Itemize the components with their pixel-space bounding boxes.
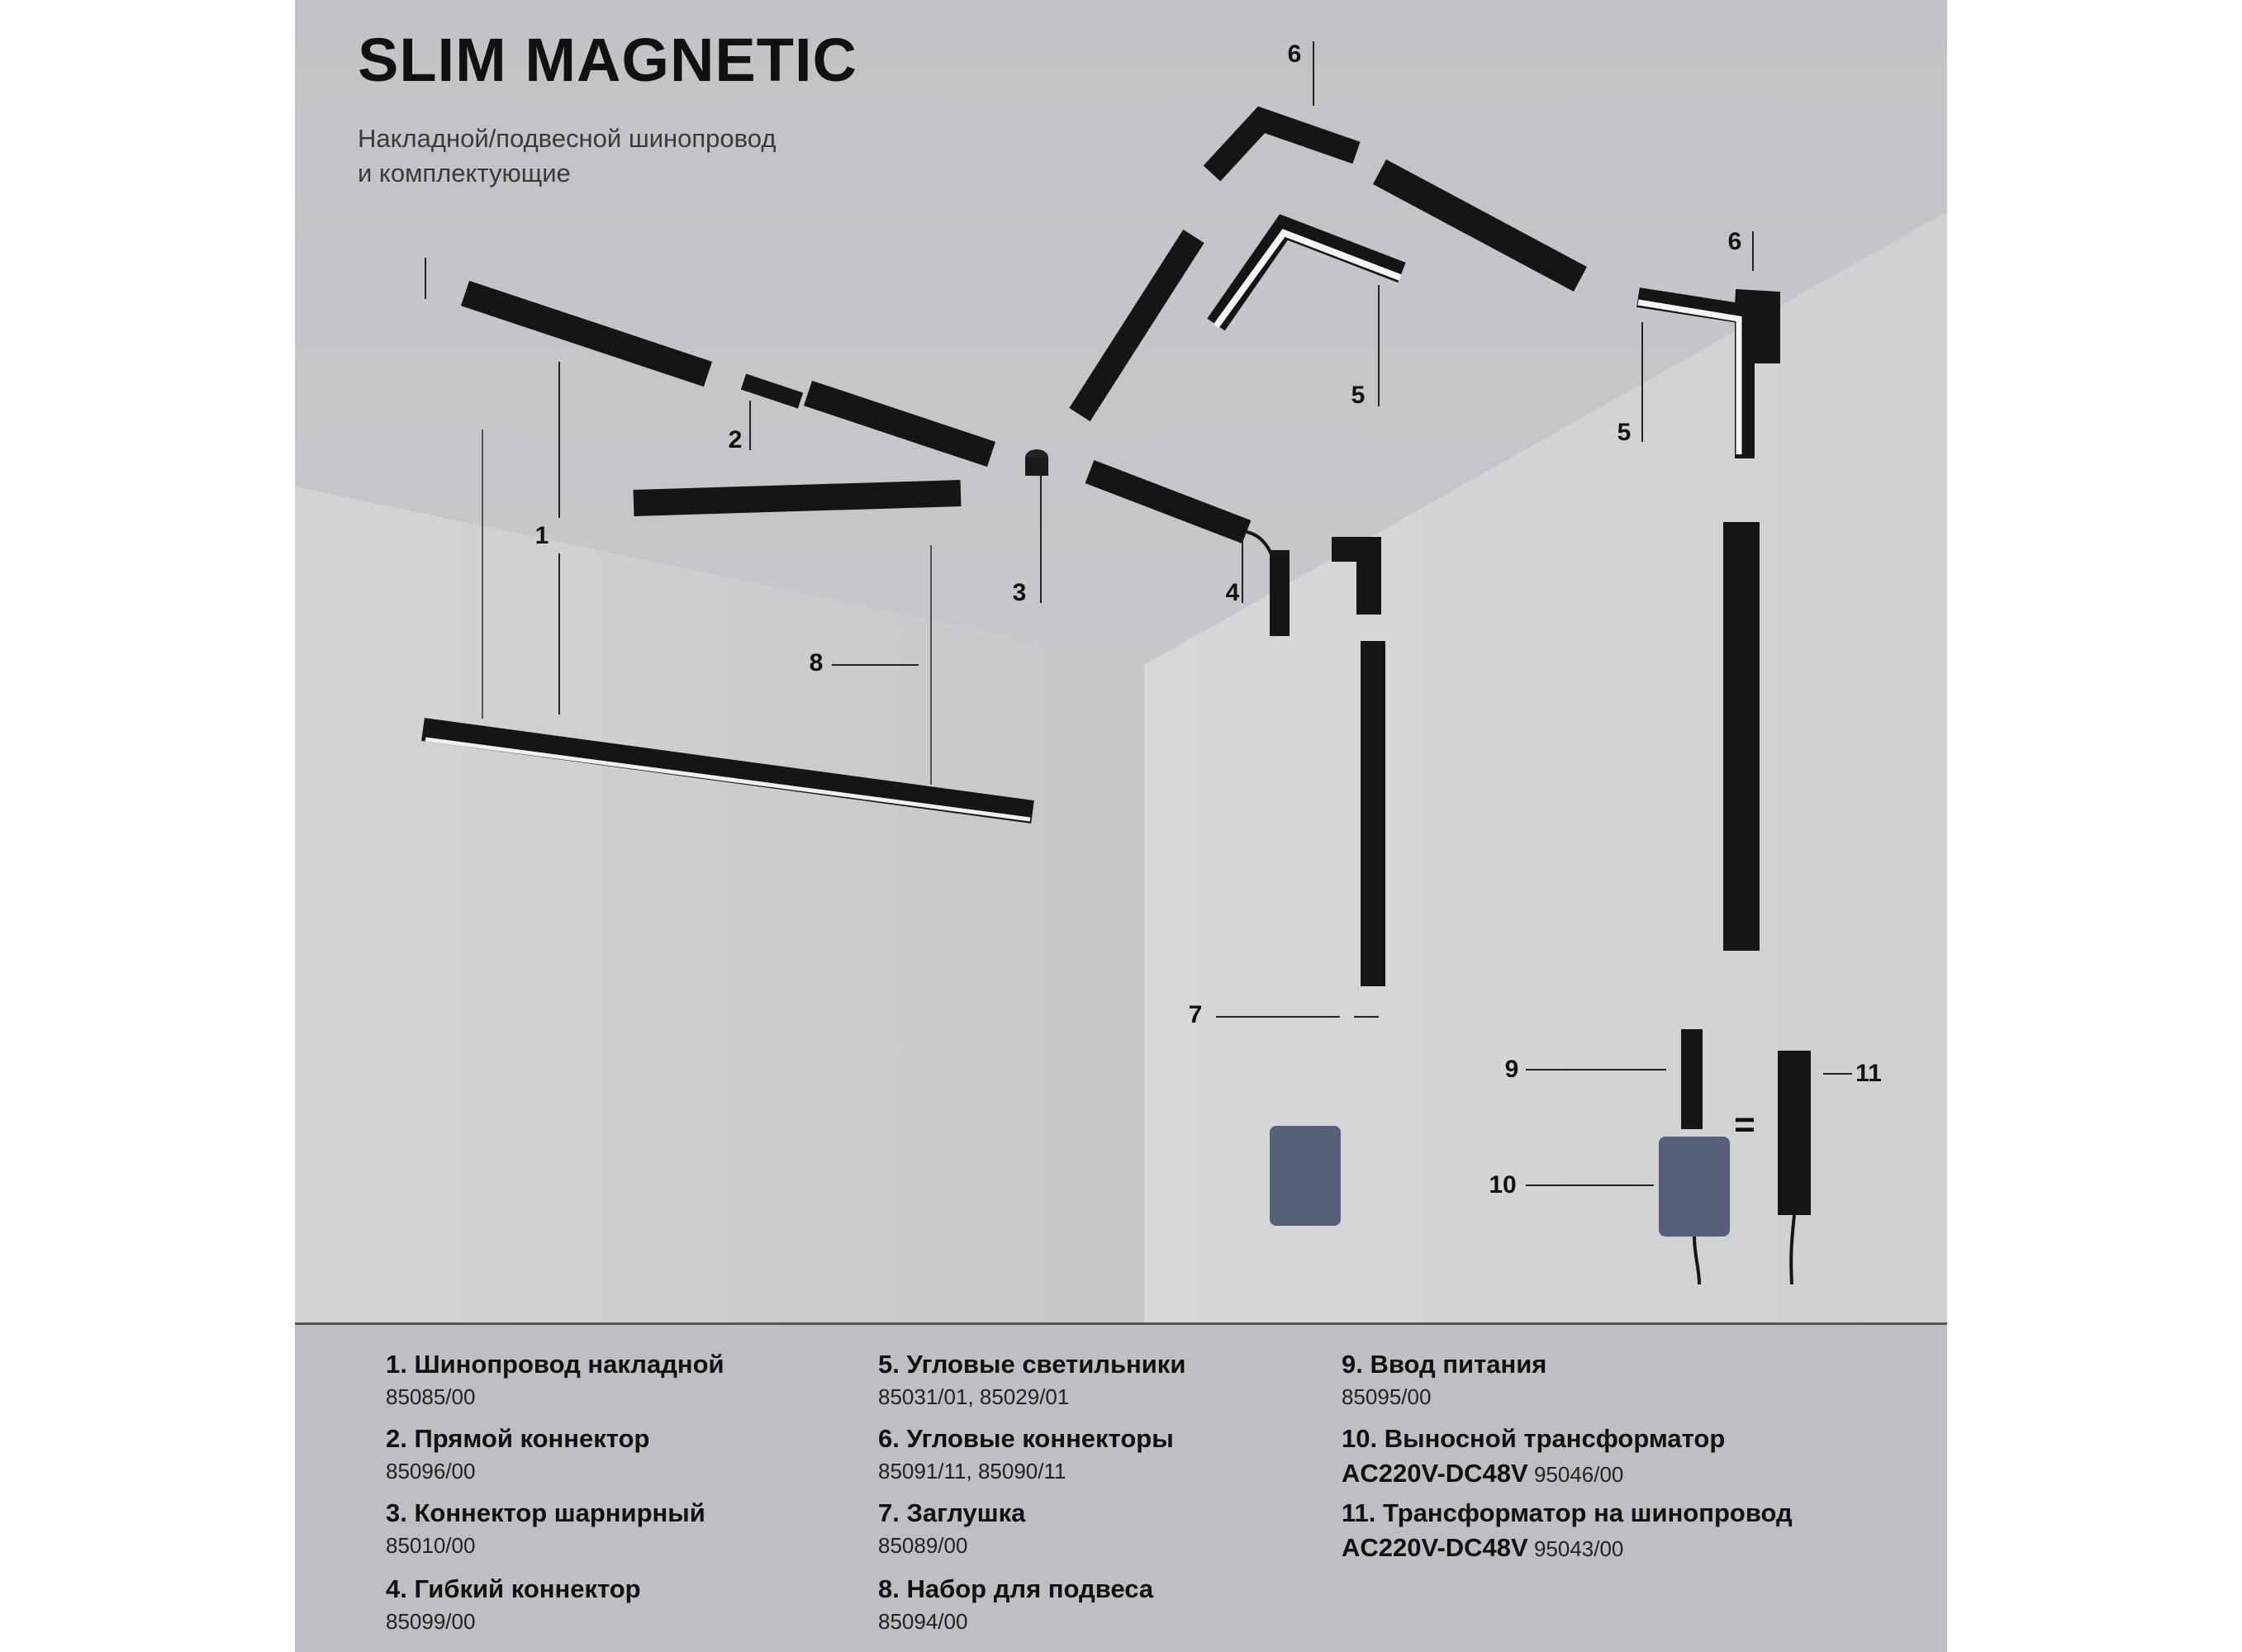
legend-code: 85010/00 bbox=[386, 1533, 476, 1558]
legend-title: 1. Шинопровод накладной bbox=[386, 1350, 724, 1379]
legend-item bbox=[878, 1350, 1185, 1410]
legend-title: 7. Заглушка bbox=[878, 1498, 1026, 1527]
legend-item bbox=[878, 1498, 1025, 1559]
legend-spec: AC220V-DC48V bbox=[1342, 1533, 1528, 1562]
legend-panel bbox=[295, 1322, 1947, 1652]
legend-title: 9. Ввод питания bbox=[1342, 1350, 1547, 1379]
legend-item bbox=[386, 1574, 641, 1635]
callout-7: 7 bbox=[1188, 1001, 1203, 1028]
subtitle: Накладной/подвесной шинопровод bbox=[358, 124, 777, 153]
legend-title: 4. Гибкий коннектор bbox=[386, 1574, 641, 1603]
subtitle: и комплектующие bbox=[358, 159, 571, 188]
legend-code: 85095/00 bbox=[1342, 1384, 1432, 1409]
legend-spec: AC220V-DC48V bbox=[1342, 1459, 1528, 1488]
legend-item bbox=[878, 1424, 1174, 1484]
legend-item bbox=[386, 1424, 649, 1484]
remote-transformer bbox=[1270, 1126, 1341, 1226]
callout-10: 10 bbox=[1489, 1171, 1517, 1199]
legend-title: 8. Набор для подвеса bbox=[878, 1574, 1154, 1603]
legend-code: 85089/00 bbox=[878, 1533, 968, 1558]
callout-5: 5 bbox=[1351, 382, 1366, 409]
legend-title: 6. Угловые коннекторы bbox=[878, 1424, 1174, 1453]
callout-11: 11 bbox=[1855, 1060, 1882, 1087]
scene-illustration bbox=[295, 0, 1947, 1322]
callout-2: 2 bbox=[728, 426, 743, 453]
callout-3: 3 bbox=[1012, 579, 1027, 606]
legend-item bbox=[1342, 1350, 1546, 1410]
page-title: SLIM MAGNETIC bbox=[358, 26, 857, 94]
legend-code: 85096/00 bbox=[386, 1459, 476, 1483]
track-rail bbox=[634, 493, 961, 503]
legend-item bbox=[386, 1350, 724, 1410]
legend-item bbox=[386, 1498, 705, 1559]
callout-4: 4 bbox=[1225, 579, 1240, 606]
legend-code: 85099/00 bbox=[386, 1609, 476, 1634]
legend-code: 95046/00 bbox=[1533, 1462, 1624, 1487]
installation-scene bbox=[295, 0, 1947, 1322]
legend-title: 3. Коннектор шарнирный bbox=[386, 1498, 705, 1527]
legend-item bbox=[878, 1574, 1153, 1635]
legend-title: 11. Трансформатор на шинопровод bbox=[1342, 1498, 1793, 1527]
flexible-connector-box bbox=[1270, 550, 1290, 636]
legend-code: 85085/00 bbox=[386, 1384, 476, 1409]
legend-code: 85031/01, 85029/01 bbox=[878, 1384, 1070, 1409]
callout-5: 5 bbox=[1617, 419, 1632, 446]
callout-8: 8 bbox=[809, 649, 824, 676]
legend-code: 85091/11, 85090/11 bbox=[878, 1459, 1066, 1483]
callout-1: 1 bbox=[534, 522, 549, 549]
legend-title: 2. Прямой коннектор bbox=[386, 1424, 650, 1453]
legend-item bbox=[1342, 1498, 1793, 1563]
equals-sign: = bbox=[1734, 1104, 1755, 1145]
legend-item bbox=[1342, 1424, 1725, 1488]
legend-title: 10. Выносной трансформатор bbox=[1342, 1424, 1726, 1453]
legend-code: 85094/00 bbox=[878, 1609, 968, 1634]
callout-6: 6 bbox=[1287, 40, 1302, 68]
legend-title: 5. Угловые светильники bbox=[878, 1350, 1186, 1379]
callout-9: 9 bbox=[1504, 1056, 1519, 1083]
callout-6: 6 bbox=[1727, 228, 1742, 255]
legend-code: 95043/00 bbox=[1533, 1536, 1624, 1561]
